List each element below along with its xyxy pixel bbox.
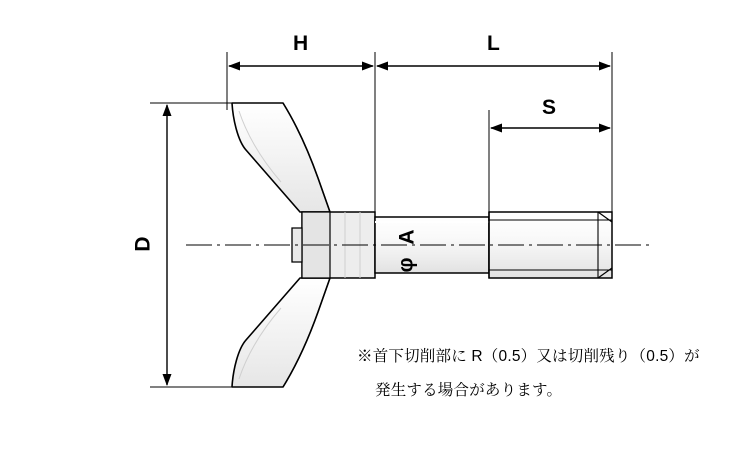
note-line-2: 発生する場合があります。	[375, 382, 563, 399]
dim-label-A-phi: φ	[394, 257, 418, 273]
dim-label-A: A	[395, 229, 419, 245]
note-line-1: ※首下切削部に R（0.5）又は切削残り（0.5）が	[357, 348, 700, 365]
dim-label-S: S	[542, 96, 557, 119]
dim-label-H: H	[293, 32, 309, 55]
wing-lower	[232, 278, 330, 387]
wing-upper	[232, 103, 330, 212]
dim-label-D: D	[131, 236, 155, 252]
dim-label-L: L	[487, 32, 500, 55]
